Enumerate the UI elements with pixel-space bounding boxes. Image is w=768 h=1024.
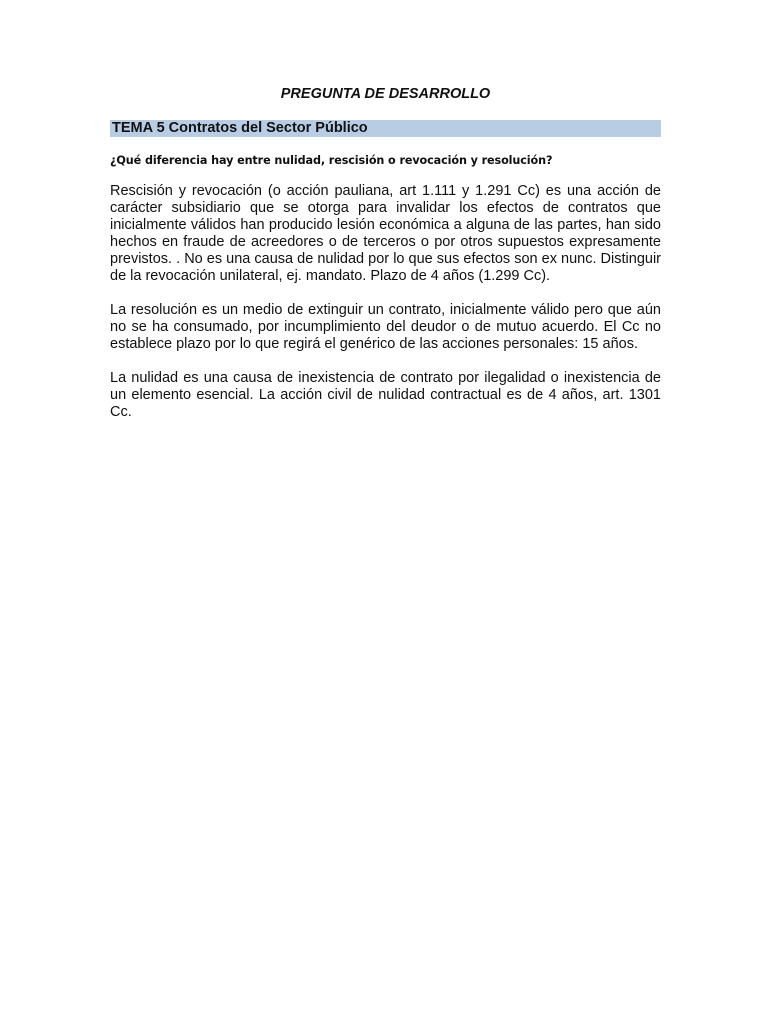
paragraph-nulidad: La nulidad es una causa de inexistencia de contrato por ilegalidad o inexistencia de un elemento esencial. La acción civil de nulidad contractual es de 4 años, art. 1301 Cc. [110, 370, 661, 420]
paragraph-rescision: Rescisión y revocación (o acción pauliana, art 1.111 y 1.291 Cc) es una acción de carácter subsidiario que se otorga para invalidar los efectos de contratos que inicialmente válidos han producido lesión económica a alguna de las partes, han sido hechos en fraude de acreedores o de terceros o por otros supuestos expresamente previstos. . No es una causa de nulidad por lo que sus efectos son ex nunc. Distinguir de la revocación unilateral, ej. mandato. Plazo de 4 años (1.299 Cc). [110, 183, 661, 284]
paragraph-resolucion: La resolución es un medio de extinguir un contrato, inicialmente válido pero que aún no se ha consumado, por incumplimiento del deudor o de mutuo acuerdo. El Cc no establece plazo por lo que regirá el genérico de las acciones personales: 15 años. [110, 302, 661, 352]
question-heading: ¿Qué diferencia hay entre nulidad, rescisión o revocación y resolución? [110, 154, 553, 167]
tema-heading: TEMA 5 Contratos del Sector Público [110, 120, 661, 137]
document-title: PREGUNTA DE DESARROLLO [280, 86, 491, 102]
document-page [110, 84, 661, 438]
